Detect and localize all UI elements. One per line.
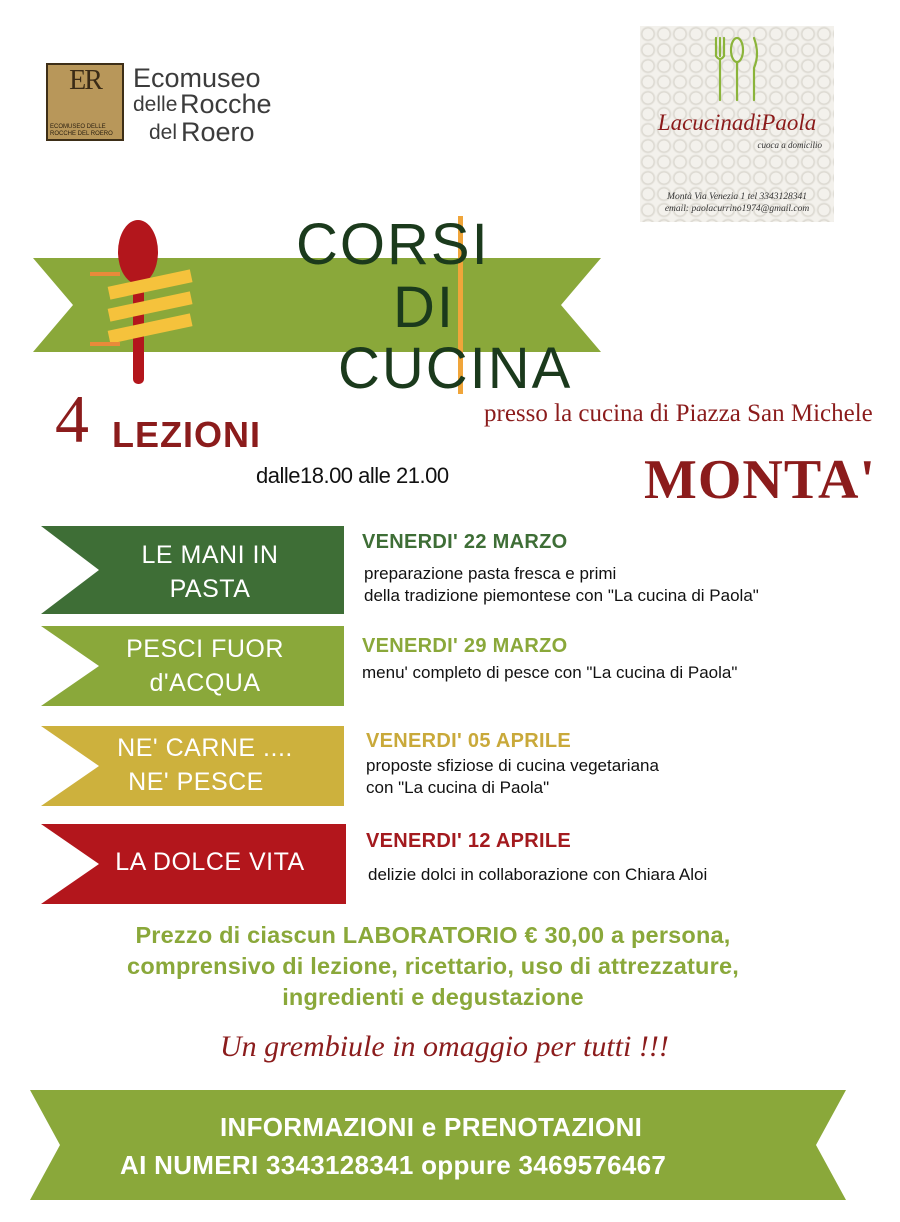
info-ribbon: [30, 1090, 846, 1200]
lesson-date-2: VENERDI' 29 MARZO: [362, 635, 568, 657]
lesson-desc-3: proposte sfiziose di cucina vegetariana con "La cucina di Paola": [366, 756, 659, 797]
cucina-paola-address: Montà Via Venezia 1 tel 3343128341: [667, 192, 807, 202]
title-line-2: DI: [393, 275, 455, 340]
spoon-pasta-icon: [90, 212, 210, 387]
cucina-paola-tagline: cuoca a domicilio: [757, 140, 822, 150]
info-title: INFORMAZIONI e PRENOTAZIONI: [220, 1112, 643, 1142]
lesson-date-4: VENERDI' 12 APRILE: [366, 830, 572, 852]
price-info: Prezzo di ciascun LABORATORIO € 30,00 a persona, comprensivo di lezione, ricettario, uso di attrezzature, ingredienti e degustazione: [127, 922, 739, 1010]
lesson-date-3: VENERDI' 05 APRILE: [366, 730, 572, 752]
ecomuseo-logo-caption: ECOMUSEO DELLE ROCCHE DEL ROERO: [50, 124, 113, 137]
lesson-title-1: LE MANI IN PASTA: [141, 541, 279, 603]
lessons-schedule: dalle18.00 alle 21.00: [256, 463, 449, 488]
cucina-paola-name: LacucinadiPaola: [657, 110, 817, 135]
ecomuseo-line2b: Rocche: [180, 89, 272, 119]
cucina-paola-email: email: paolacurrino1974@gmail.com: [664, 204, 810, 214]
ecomuseo-line3b: Roero: [181, 117, 255, 147]
lesson-title-2: PESCI FUOR d'ACQUA: [126, 635, 284, 697]
lesson-desc-2: menu' completo di pesce con "La cucina di Paola": [362, 663, 738, 682]
lessons-count: 4: [55, 381, 89, 457]
lesson-date-1: VENERDI' 22 MARZO: [362, 531, 568, 553]
ecomuseo-line3a: del: [149, 121, 178, 144]
lessons-word: LEZIONI: [112, 414, 261, 455]
ecomuseo-monogram: ER: [69, 65, 101, 96]
title-line-3: CUCINA: [338, 336, 573, 401]
info-phone-numbers: AI NUMERI 3343128341 oppure 3469576467: [120, 1150, 667, 1180]
cutlery-icon: [710, 34, 764, 104]
location-town: MONTA': [644, 449, 877, 511]
ecomuseo-line1: Ecomuseo: [133, 63, 261, 93]
gift-note: Un grembiule in omaggio per tutti !!!: [220, 1030, 669, 1063]
lesson-desc-4: delizie dolci in collaborazione con Chiara Aloi: [368, 865, 708, 884]
title-line-1: CORSI: [296, 212, 490, 277]
location-text: presso la cucina di Piazza San Michele: [484, 400, 873, 427]
lesson-title-3: NE' CARNE .... NE' PESCE: [117, 734, 293, 796]
lesson-desc-1: preparazione pasta fresca e primi della tradizione piemontese con "La cucina di Paola": [364, 564, 759, 605]
ecomuseo-logo: [46, 63, 124, 141]
cucina-paola-contacts: [640, 191, 834, 215]
ecomuseo-line2a: delle: [133, 93, 178, 116]
cucina-paola-logo: [640, 26, 834, 222]
lesson-title-4: LA DOLCE VITA: [115, 848, 305, 876]
